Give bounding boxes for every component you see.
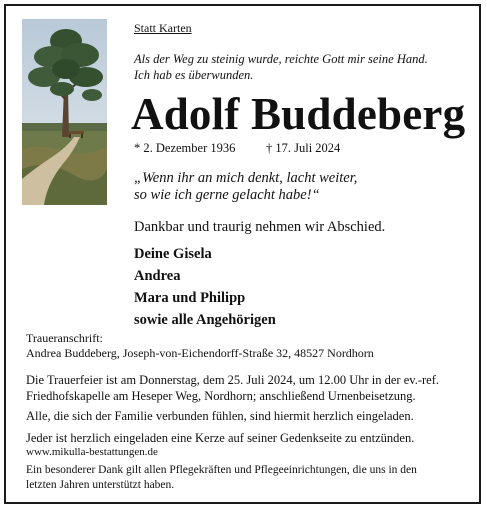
quote-line: so wie ich gerne gelacht habe!“ bbox=[134, 187, 320, 203]
candle-info bbox=[26, 431, 414, 459]
mourner-item: Andrea bbox=[134, 268, 181, 284]
service-line: Friedhofskapelle am Heseper Weg, Nordhorn; anschließend Urnenbeisetzung. bbox=[26, 389, 416, 403]
birth-date: * 2. Dezember 1936 bbox=[134, 141, 236, 155]
website-link[interactable]: www.mikulla-bestattungen.de bbox=[26, 446, 158, 458]
quote-line: „Wenn ihr an mich denkt, lacht weiter, bbox=[134, 170, 358, 186]
funeral-service-info bbox=[26, 372, 439, 404]
mourner-item: Mara und Philipp bbox=[134, 290, 246, 306]
opening-verse bbox=[134, 51, 428, 83]
invitation-text: Alle, die sich der Familie verbunden fühlen, sind hiermit herzlich eingeladen. bbox=[26, 409, 414, 423]
farewell-text: Dankbar und traurig nehmen wir Abschied. bbox=[134, 219, 386, 235]
thanks-line: letzten Jahren unterstützt haben. bbox=[26, 479, 175, 491]
death-date: † 17. Juli 2024 bbox=[266, 141, 341, 155]
memorial-quote bbox=[134, 170, 357, 204]
deceased-name: Adolf Buddeberg bbox=[131, 89, 466, 139]
candle-line: Jeder ist herzlich eingeladen eine Kerze auf seiner Gedenkseite zu entzünden. bbox=[26, 431, 415, 445]
mourner-item: Deine Gisela bbox=[134, 246, 212, 262]
mourner-item: sowie alle Angehörigen bbox=[134, 312, 276, 328]
tree-photo bbox=[22, 19, 107, 205]
statt-karten-label: Statt Karten bbox=[134, 21, 192, 35]
mourners-list bbox=[134, 243, 276, 331]
mourning-address: Andrea Buddeberg, Joseph-von-Eichendorff-Straße 32, 48527 Nordhorn bbox=[26, 346, 374, 360]
verse-line: Als der Weg zu steinig wurde, reichte Gott mir seine Hand. bbox=[134, 52, 428, 66]
thanks-line: Ein besonderer Dank gilt allen Pflegekräften und Pflegeeinrichtungen, die uns in den bbox=[26, 464, 417, 476]
thanks-text bbox=[26, 463, 417, 493]
address-label: Traueranschrift: bbox=[26, 331, 103, 345]
verse-line: Ich hab es überwunden. bbox=[134, 68, 254, 82]
service-line: Die Trauerfeier ist am Donnerstag, dem 25. Juli 2024, um 12.00 Uhr in der ev.-ref. bbox=[26, 373, 439, 387]
